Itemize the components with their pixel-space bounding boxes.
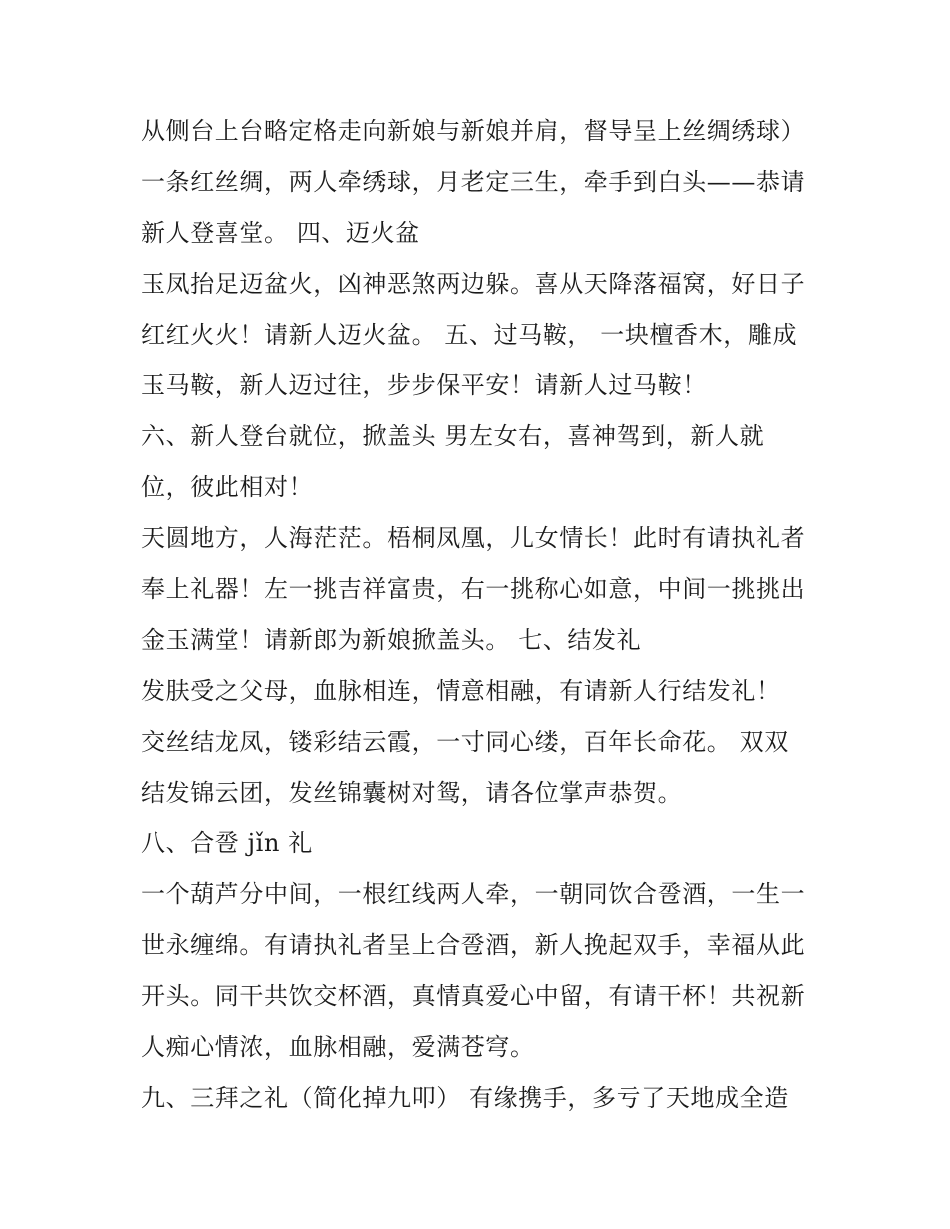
text-line: 八、合卺 jǐn 礼 [141,829,313,858]
text-line: 世永缠绵。有请执礼者呈上合卺酒，新人挽起双手，幸福从此 [141,931,806,960]
text-line: 开头。同干共饮交杯酒，真情真爱心中留，有请干杯！共祝新 [141,982,806,1011]
text-line: 位，彼此相对！ [141,473,314,502]
text-line: 一条红丝绸，两人牵绣球，月老定三生，牵手到白头——恭请 [141,167,806,196]
text-line: 金玉满堂！请新郎为新娘掀盖头。 七、结发礼 [141,625,642,654]
body-text [141,106,841,1124]
text-line: 新人登喜堂。 四、迈火盆 [141,218,420,247]
text-line: 结发锦云团，发丝锦囊树对鸳，请各位掌声恭贺。 [141,778,683,807]
text-line: 从侧台上台略定格走向新娘与新娘并肩，督导呈上丝绸绣球） [141,117,806,145]
text-line: 一个葫芦分中间，一根红线两人牵，一朝同饮合卺酒，一生一 [141,880,806,909]
text-line: 发肤受之父母，血脉相连，情意相融，有请新人行结发礼！ [141,676,781,705]
text-line: 玉马鞍，新人迈过往，步步保平安！请新人过马鞍！ [141,371,707,400]
text-line: 天圆地方，人海茫茫。梧桐凤凰，儿女情长！此时有请执礼者 [141,524,806,553]
text-line: 红红火火！请新人迈火盆。 五、过马鞍， 一块檀香木，雕成 [141,320,798,349]
text-line: 玉凤抬足迈盆火，凶神恶煞两边躲。喜从天降落福窝，好日子 [141,269,806,298]
text-line: 九、三拜之礼（简化掉九叩） 有缘携手，多亏了天地成全造 [141,1083,789,1112]
text-line: 六、新人登台就位，掀盖头 男左女右，喜神驾到，新人就 [141,422,765,451]
text-line: 奉上礼器！左一挑吉祥富贵，右一挑称心如意，中间一挑挑出 [141,575,806,604]
text-line: 人痴心情浓，血脉相融，爱满苍穹。 [141,1033,535,1062]
text-line: 交丝结龙凤，镂彩结云霞，一寸同心缕，百年长命花。 双双 [141,727,789,756]
